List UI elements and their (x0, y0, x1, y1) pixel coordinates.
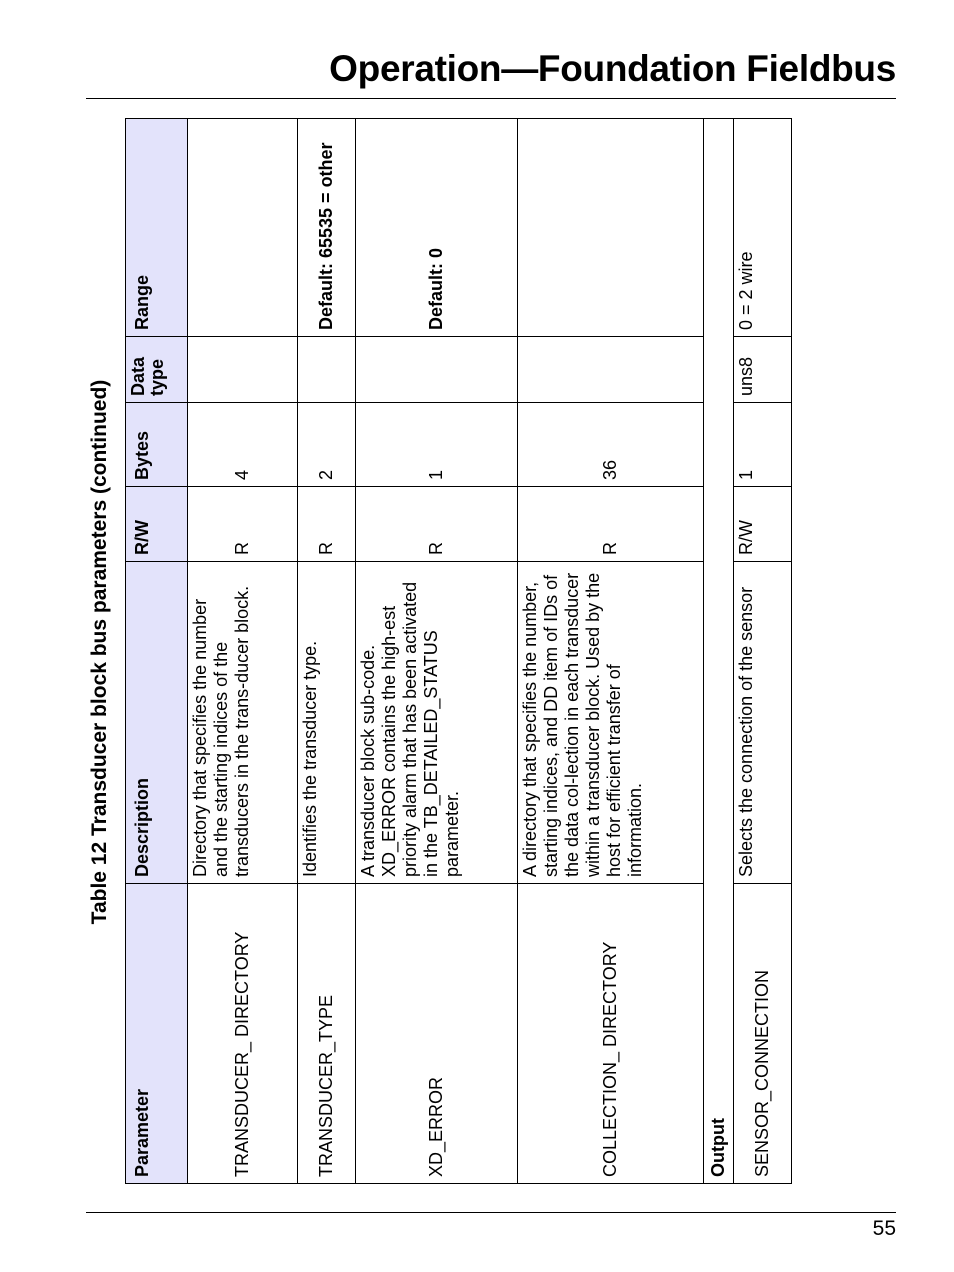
cell-rw: R (518, 487, 704, 562)
column-header-parameter: Parameter (126, 884, 188, 1184)
cell-rw: R/W (734, 487, 792, 562)
cell-bytes: 1 (356, 403, 518, 487)
cell-bytes: 2 (298, 403, 356, 487)
column-header-description: Description (126, 562, 188, 884)
column-header-data-type: Data type (126, 337, 188, 403)
rotated-table-region (80, 116, 796, 1188)
cell-parameter: SENSOR_CONNECTION (734, 884, 792, 1184)
cell-data-type: uns8 (734, 337, 792, 403)
table-row (356, 119, 518, 1184)
column-header-range: Range (126, 119, 188, 337)
cell-range: Default: 65535 = other (298, 119, 356, 337)
table-row (188, 119, 298, 1184)
column-header-bytes: Bytes (126, 403, 188, 487)
cell-rw: R (298, 487, 356, 562)
cell-parameter: TRANSDUCER_ DIRECTORY (188, 884, 298, 1184)
cell-data-type (298, 337, 356, 403)
cell-description: Directory that specifies the number and the starting indices of the transducers in the trans-ducer block. (188, 562, 298, 884)
cell-bytes: 36 (518, 403, 704, 487)
cell-data-type (518, 337, 704, 403)
table-row (518, 119, 704, 1184)
cell-parameter: XD_ERROR (356, 884, 518, 1184)
cell-parameter: COLLECTION_ DIRECTORY (518, 884, 704, 1184)
cell-data-type (356, 337, 518, 403)
table-section-row (704, 119, 734, 1184)
page-title: Operation—Foundation Fieldbus (329, 48, 896, 89)
section-label-output: Output (704, 119, 734, 1184)
header-rule (86, 98, 896, 99)
cell-range: 0 = 2 wire (734, 119, 792, 337)
column-header-rw: R/W (126, 487, 188, 562)
table-header-row (126, 119, 188, 1184)
cell-range (188, 119, 298, 337)
cell-rw: R (356, 487, 518, 562)
cell-range (518, 119, 704, 337)
cell-description: A transducer block sub-code. XD_ERROR contains the high-est priority alarm that has been activated in the TB_DETAILED_STATUS parameter. (356, 562, 518, 884)
parameters-table (125, 118, 792, 1184)
cell-bytes: 4 (188, 403, 298, 487)
table-row (734, 119, 792, 1184)
page-number: 55 (872, 1217, 896, 1240)
table-row (298, 119, 356, 1184)
cell-description: A directory that specifies the number, starting indices, and DD item of IDs of the data col-lection in each transducer within a transducer block. Used by the host for efficient transfer of information. (518, 562, 704, 884)
cell-bytes: 1 (734, 403, 792, 487)
cell-rw: R (188, 487, 298, 562)
cell-parameter: TRANSDUCER_TYPE (298, 884, 356, 1184)
cell-range: Default: 0 (356, 119, 518, 337)
cell-description: Selects the connection of the sensor (734, 562, 792, 884)
cell-data-type (188, 337, 298, 403)
table-caption: Table 12 Transducer block bus parameters (continued) (88, 379, 111, 925)
cell-description: Identifies the transducer type. (298, 562, 356, 884)
footer-rule (86, 1212, 896, 1213)
